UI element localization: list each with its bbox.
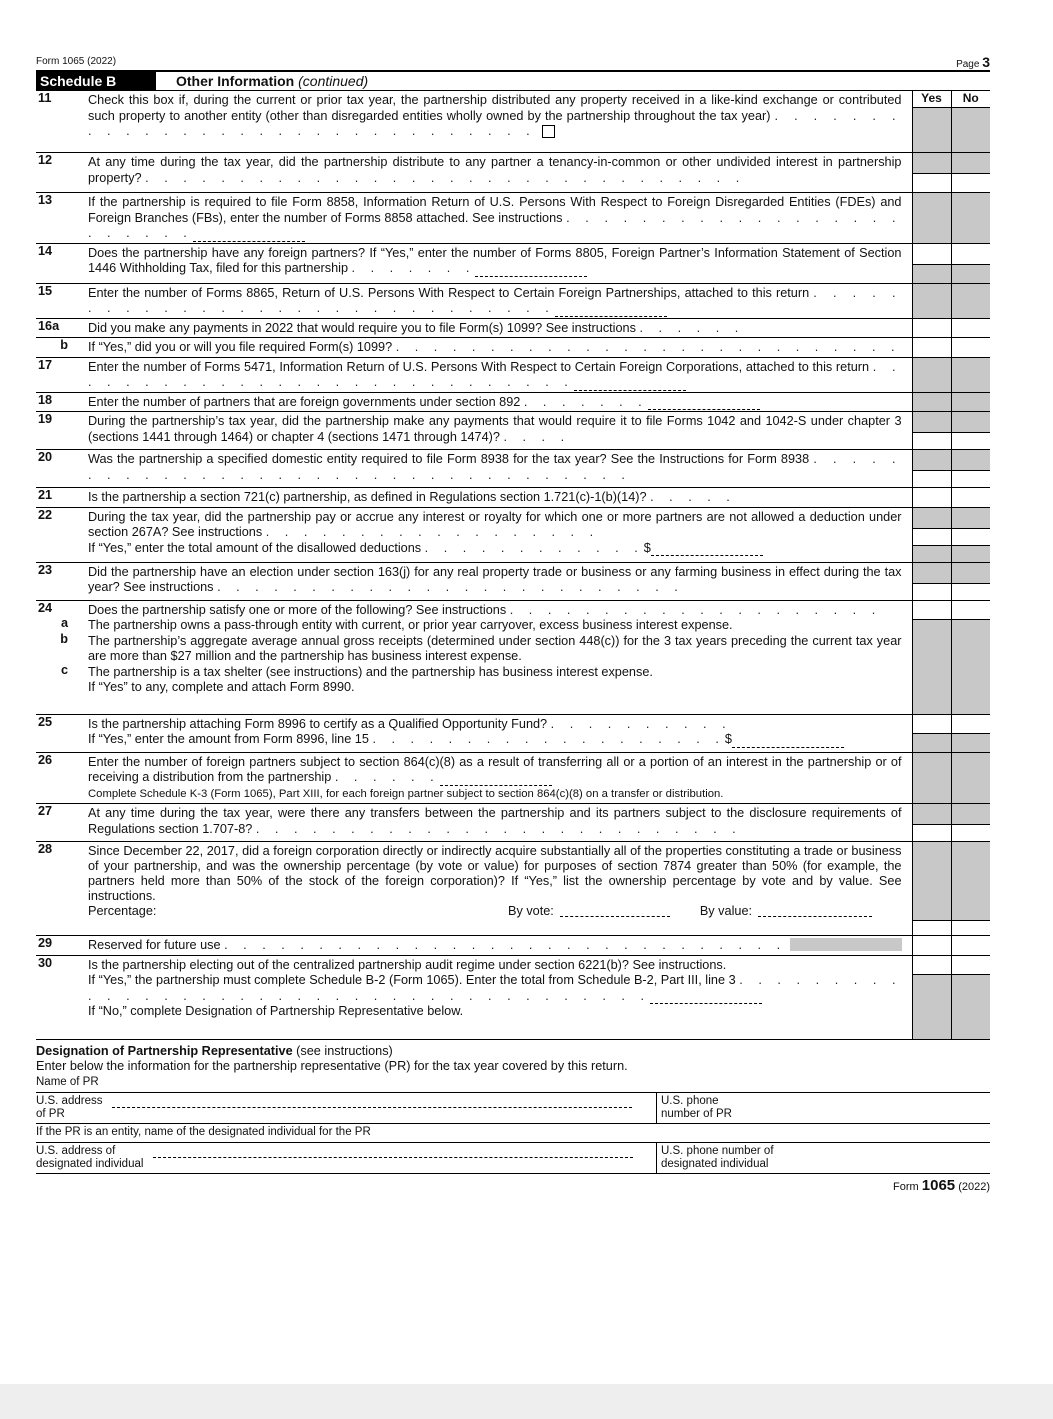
q19-yes[interactable] — [913, 433, 951, 449]
question-30: 30 Is the partnership electing out of the centralized partnership audit regime under section 6221(b)? See instructions. If “Yes,” the partnership must complete Schedule B-2 (Form 1065). Enter the total from Schedule B-2, Part III, line 3 . . . . . . . . . . . . . . . . . . . . . . . . . . . . . . . . . . . . . . . If “No,” complete Designation of Partnership Representative below. — [36, 955, 990, 1039]
q20-yes[interactable] — [913, 471, 951, 487]
q30-yes[interactable] — [913, 956, 951, 975]
schedule-label: Schedule B — [36, 72, 156, 90]
q16a-yes[interactable] — [912, 318, 951, 338]
q14-entry-line[interactable] — [475, 264, 587, 277]
entity-individual-row[interactable]: If the PR is an entity, name of the designated individual for the PR — [36, 1123, 990, 1142]
q12-yes[interactable] — [913, 174, 951, 192]
yes-column-header: Yes — [913, 91, 951, 108]
q28-vote-line[interactable] — [560, 904, 670, 917]
question-16b: b If “Yes,” did you or will you file required Form(s) 1099? . . . . . . . . . . . . . . . . . . . . . . . . . . . — [36, 338, 990, 358]
q12-no[interactable] — [952, 174, 991, 192]
q16b-yes[interactable] — [912, 338, 951, 358]
q16a-no[interactable] — [951, 318, 990, 338]
designation-intro: Enter below the information for the partnership representative (PR) for the tax year covered by this return. — [36, 1058, 628, 1073]
question-18: 18 Enter the number of partners that are foreign governments under section 892 . . . . . . . — [36, 392, 990, 412]
q27-no[interactable] — [952, 825, 991, 841]
question-22: 22 During the tax year, did the partnership pay or accrue any interest or royalty for which one or more partners are not allowed a deduction under section 267A? See instructions . . . . . . . . . . . . . . . . . . If “Yes,” enter the total amount of the disallowed deductions . . . . . . . . . . . .$ — [36, 507, 990, 562]
form-page — [36, 54, 990, 1194]
q23-no[interactable] — [952, 584, 991, 600]
q21-yes[interactable] — [912, 488, 951, 508]
q29-yes[interactable] — [912, 936, 951, 956]
q28-yes[interactable] — [913, 921, 951, 935]
pr-address-field[interactable]: U.S. address of PR — [36, 1092, 657, 1123]
q26-entry-line[interactable] — [440, 773, 552, 786]
q19-no[interactable] — [952, 433, 991, 449]
question-26: 26 Enter the number of foreign partners subject to section 864(c)(8) as a result of transferring all or a portion of an interest in the partnership or of receiving a distribution from the partnership . . . . . . Complete Schedule K-3 (Form 1065), Part XIII, for each foreign partner subject to section 864(c)(8) on a transfer or distribution. — [36, 752, 990, 804]
q27-yes[interactable] — [913, 825, 951, 841]
question-29: 29 Reserved for future use . . . . . . . . . . . . . . . . . . . . . . . . . . . . . . — [36, 936, 990, 956]
q28-value-line[interactable] — [758, 904, 872, 917]
question-21: 21 Is the partnership a section 721(c) partnership, as defined in Regulations section 1.721(c)-1(b)(14)? . . . . . — [36, 488, 990, 508]
q13-entry-line[interactable] — [193, 229, 305, 242]
individual-address-field[interactable]: U.S. address of designated individual — [36, 1142, 657, 1173]
schedule-title: Other Information (continued) — [176, 73, 369, 89]
q30-entry-line[interactable] — [650, 991, 762, 1004]
q22-yes[interactable] — [913, 529, 951, 546]
q20-no[interactable] — [952, 471, 991, 487]
no-column-header: No — [952, 91, 991, 108]
name-of-pr-row[interactable]: Name of PR — [36, 1074, 990, 1093]
page-footer: Form 1065 (2022) — [893, 1176, 990, 1194]
question-28: 28 Since December 22, 2017, did a foreign corporation directly or indirectly acquire substantially all of the properties constituting a trade or business of your partnership, and was the ownership percentage (by vote or value) for purposes of section 7874 greater than 50% (for example, the partners held more than 50% of the stock of the foreign corporation)? If “Yes,” list the ownership percentage by vote and by value. See instructions. Percentage: By vote: By value: — [36, 842, 990, 936]
question-12: 12 At any time during the tax year, did the partnership distribute to any partner a tenancy-in-common or other undivided interest in partnership property? . . . . . . . . . . . . . . . . . . . . . . . . . . . . . . . . — [36, 153, 990, 193]
question-15: 15 Enter the number of Forms 8865, Return of U.S. Persons With Respect to Certain Foreign Partnerships, attached to this return . . . . . . . . . . . . . . . . . . . . . . . . . . . . . . — [36, 283, 990, 318]
schedule-bar — [36, 70, 990, 91]
q25-no[interactable] — [952, 715, 991, 734]
form-label: Form 1065 (2022) — [36, 56, 117, 67]
q16b-no[interactable] — [951, 338, 990, 358]
q25-amount-line[interactable] — [732, 735, 844, 748]
questions-table — [36, 91, 990, 1040]
q22-no[interactable] — [952, 529, 991, 546]
q11-checkbox[interactable] — [542, 125, 555, 138]
viewer-bottom-bar — [0, 1384, 1053, 1419]
q22-amount-line[interactable] — [651, 543, 763, 556]
question-27: 27 At any time during the tax year, were there any transfers between the partnership and its partners subject to the disclosure requirements of Regulations section 1.707-8? . . . . . . . . . . . . . . . . . . . . . . . . . . — [36, 804, 990, 842]
question-13: 13 If the partnership is required to file Form 8858, Information Return of U.S. Persons With Respect to Foreign Disregarded Entities (FDEs) and Foreign Branches (FBs), enter the number of Forms 8858 attached. See instructions . . . . . . . . . . . . . . . . . . . . . . . . — [36, 193, 990, 244]
designation-section — [36, 1044, 990, 1074]
q18-entry-line[interactable] — [648, 397, 760, 410]
q28-no[interactable] — [952, 921, 991, 935]
individual-phone-field[interactable]: U.S. phone number of designated individual — [657, 1142, 991, 1173]
question-25: 25 Is the partnership attaching Form 8996 to certify as a Qualified Opportunity Fund? . . . . . . . . . . If “Yes,” enter the amount from Form 8996, line 15 . . . . . . . . . . . . . . . . . . .$ — [36, 714, 990, 752]
page-header — [36, 54, 990, 70]
question-24: 24 a b c Does the partnership satisfy one or more of the following? See instructions . . . . . . . . . . . . . . . . . . . . The partnership owns a pass-through entity with current, or prior year carryover, excess business interest expense. The partnership’s aggregate average annual gross receipts (determined under section 448(c)) for the 3 tax years preceding the current tax year are more than $27 million and the partnership has business interest expense. The partnership is a tax shelter (see instructions) and the partnership has business interest expense. If “Yes” to any, complete and attach Form 8990. — [36, 600, 990, 714]
q24-yes[interactable] — [913, 601, 951, 620]
page-number: Page 3 — [956, 54, 990, 70]
question-17: 17 Enter the number of Forms 5471, Information Return of U.S. Persons With Respect to Certain Foreign Corporations, attached to this return . . . . . . . . . . . . . . . . . . . . . . . . . . . . — [36, 357, 990, 392]
q17-entry-line[interactable] — [574, 378, 686, 391]
question-20: 20 Was the partnership a specified domestic entity required to file Form 8938 for the tax year? See the Instructions for Form 8938 . . . . . . . . . . . . . . . . . . . . . . . . . . . . . . . . . . — [36, 450, 990, 488]
question-11: 11 Check this box if, during the current or prior tax year, the partnership distributed any property received in a like-kind exchange or contributed such property to another entity (other than disregarded entities wholly owned by the partnership throughout the tax year) . . . . . . . . . . . . . . . . . . . . . . . . . . . . . . . Yes No — [36, 91, 990, 153]
question-14: 14 Does the partnership have any foreign partners? If “Yes,” enter the number of Forms 8805, Foreign Partner’s Information Statement of Section 1446 Withholding Tax, filed for this partnership . . . . . . . — [36, 243, 990, 283]
question-16a: 16a Did you make any payments in 2022 that would require you to file Form(s) 1099? See instructions . . . . . . — [36, 318, 990, 338]
pr-table — [36, 1074, 990, 1174]
question-19: 19 During the partnership’s tax year, did the partnership make any payments that would require it to file Forms 1042 and 1042-S under chapter 3 (sections 1441 through 1464) or chapter 4 (sections 1471 through 1474)? . . . . — [36, 412, 990, 450]
q15-entry-line[interactable] — [555, 304, 667, 317]
pr-phone-field[interactable]: U.S. phone number of PR — [657, 1092, 991, 1123]
question-23: 23 Did the partnership have an election under section 163(j) for any real property trade or business or any farming business in effect during the tax year? See instructions . . . . . . . . . . . . . . . . . . . . . . . . . — [36, 562, 990, 600]
q24-no[interactable] — [952, 601, 991, 620]
q29-no[interactable] — [951, 936, 990, 956]
q25-yes[interactable] — [913, 715, 951, 734]
q21-no[interactable] — [951, 488, 990, 508]
q30-no[interactable] — [952, 956, 991, 975]
q23-yes[interactable] — [913, 584, 951, 600]
designation-title: Designation of Partnership Representative (see instructions) — [36, 1043, 393, 1058]
